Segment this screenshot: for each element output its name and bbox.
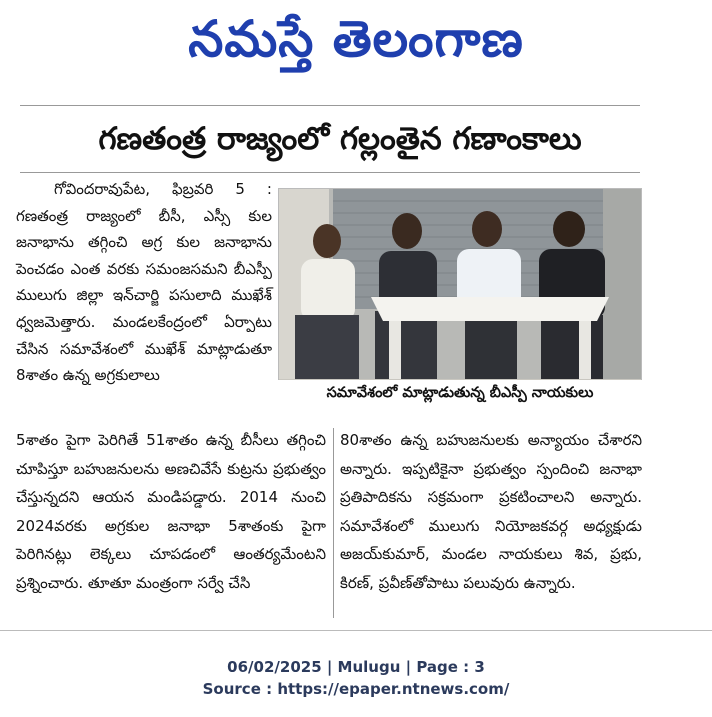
lead-column: [16, 176, 272, 389]
column-divider: [333, 428, 334, 618]
article-headline: గణతంత్ర రాజ్యంలో గల్లంతైన గణాంకాలు: [98, 120, 582, 157]
masthead-title: నమస్తే తెలంగాణ: [188, 9, 524, 68]
source-line: Source : https://epaper.ntnews.com/: [202, 680, 510, 698]
continuation-right-paragraph: 80శాతం ఉన్న బహుజనులకు అన్యాయం చేశారని అన్నారు. ఇప్పటికైనా ప్రభుత్వం స్పందించి జనాభా ప్రతిపాదికను సక్రమంగా ప్రకటించాలని అన్నారు. సమావేశంలో ములుగు నియోజకవర్గ అధ్యక్షుడు అజయ్‌కుమార్, మండల నాయకులు శివ, ప్రభు, కిరణ్, ప్రవీణ్‌తోపాటు పలువురు ఉన్నారు.: [340, 431, 642, 592]
continuation-left-paragraph: 5శాతం పైగా పెరిగితే 51శాతం ఉన్న బీసీలు తగ్గించి చూపిస్తూ బహుజనులను అణచివేసే కుట్రను ప్రభుత్వం చేస్తున్నదని ఆయన మండిపడ్డారు. 2014 నుంచి 2024వరకు అగ్రకుల జనాభా 5శాతంకు పైగా పెరిగినట్లు లెక్కలు చూపడంలో ఆంతర్యమేంటని ప్రశ్నించారు. తూతూ మంత్రంగా సర్వే చేసి: [16, 431, 326, 592]
continuation-column-right: [340, 426, 642, 598]
newspaper-masthead: [0, 0, 712, 90]
photo-illustration: [279, 189, 642, 410]
top-divider: [20, 105, 640, 106]
footer-divider: [0, 630, 712, 631]
lead-paragraph: గోవిందరావుపేట, ఫిబ్రవరి 5 : గణతంత్ర రాజ్యంలో బీసీ, ఎస్సీ కుల జనాభాను తగ్గించి అగ్ర కుల జనాభాను పెంచడం ఎంత వరకు సమంజసమని బీఎస్పీ ములుగు జిల్లా ఇన్‌చార్జి పసులాది ముఖేశ్ ధ్వజమెత్తారు. మండలకేంద్రంలో ఏర్పాటు చేసిన సమావేశంలో ముఖేశ్ మాట్లాడుతూ 8శాతం ఉన్న అగ్రకులాలు: [16, 180, 272, 385]
news-photo: [278, 188, 642, 410]
edition-meta: 06/02/2025 | Mulugu | Page : 3: [227, 658, 485, 676]
headline-divider: [20, 172, 640, 173]
continuation-column-left: [16, 426, 326, 598]
photo-caption: సమావేశంలో మాట్లాడుతున్న బీఎస్పీ నాయకులు: [278, 380, 642, 410]
